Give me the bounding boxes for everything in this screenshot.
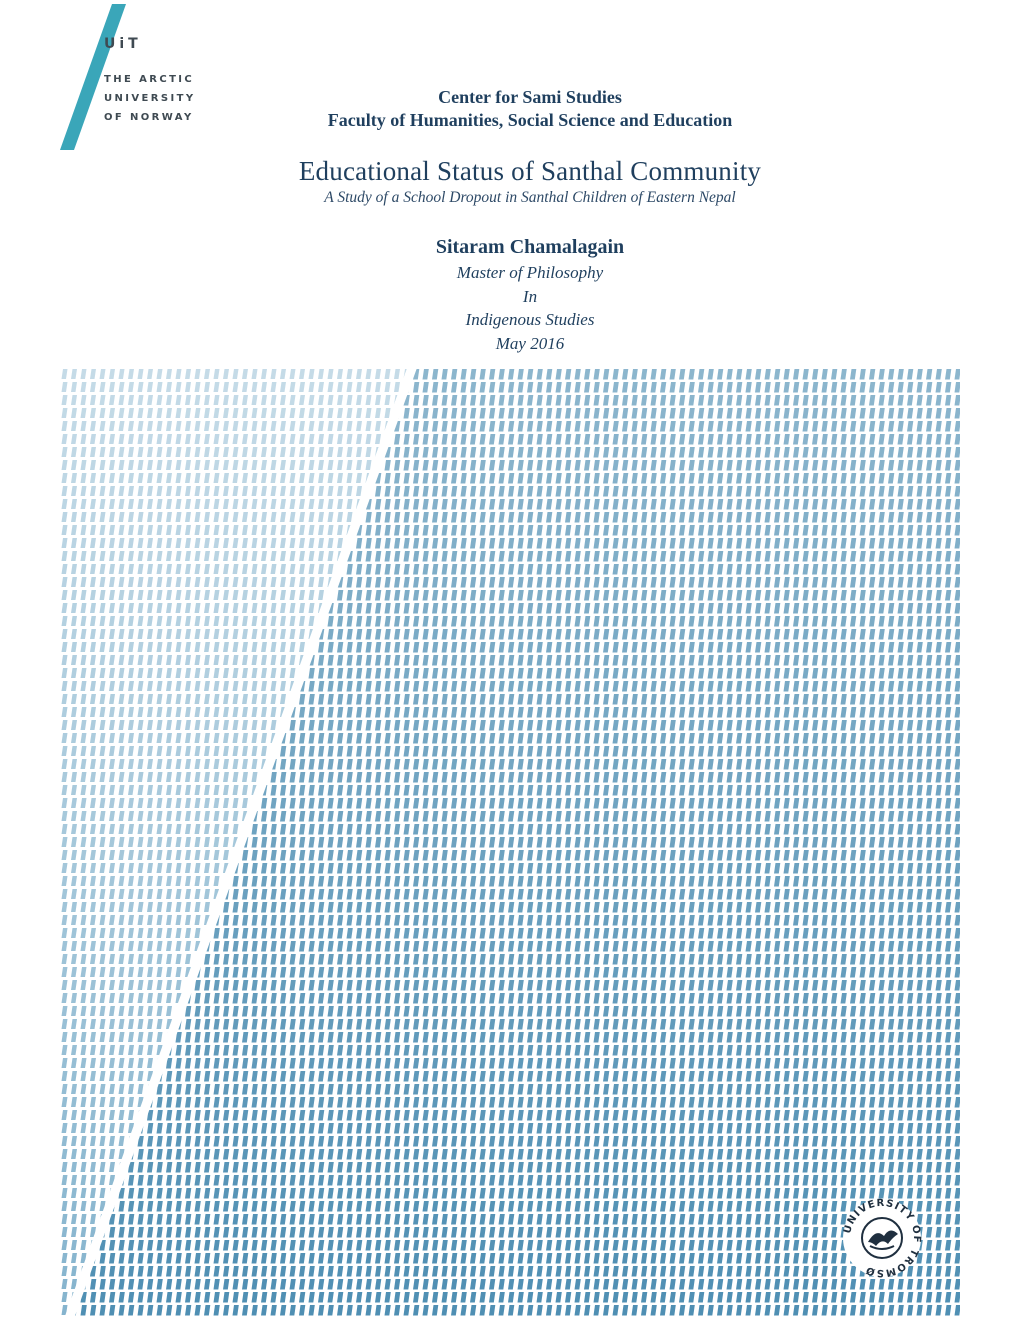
center-name: Center for Sami Studies (438, 87, 622, 107)
author-name: Sitaram Chamalagain (435, 236, 625, 258)
page-title: Educational Status of Santhal Community (298, 156, 762, 186)
seal-text: UNIVERSITY OF TROMSØ (842, 1197, 923, 1279)
logo-wordmark (104, 36, 195, 127)
degree-date: May 2016 (495, 333, 565, 353)
faculty-name: Faculty of Humanities, Social Science and Education (327, 110, 733, 130)
degree-line-1: Master of Philosophy (456, 263, 604, 282)
decorative-dash-pattern (60, 368, 960, 1316)
page-subtitle: A Study of a School Dropout in Santhal Children of Eastern Nepal (324, 189, 736, 206)
logo-name: UiT (104, 36, 142, 52)
degree-block (340, 261, 720, 355)
logo-line-1: THE ARCTIC (104, 74, 195, 85)
institution-header (270, 86, 790, 132)
logo-line-2: UNIVERSITY (104, 93, 196, 104)
degree-line-3: Indigenous Studies (465, 310, 595, 329)
logo-line-3: OF NORWAY (104, 112, 194, 123)
degree-line-2: In (522, 286, 538, 306)
university-seal (840, 1196, 924, 1280)
